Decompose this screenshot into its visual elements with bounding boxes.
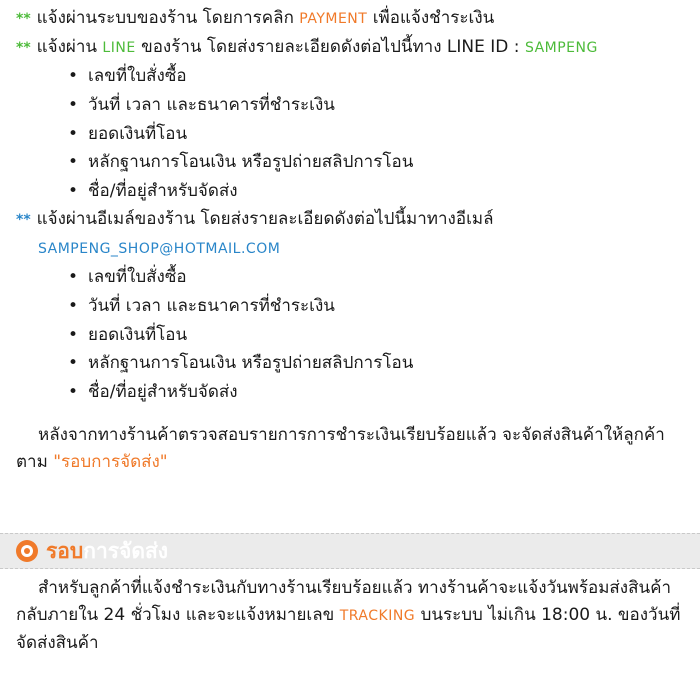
email-address[interactable]: SAMPENG_SHOP@HOTMAIL.COM <box>38 241 281 257</box>
delivery-round-link[interactable]: "รอบการจัดส่ง" <box>53 452 168 472</box>
email-details-list <box>68 263 413 407</box>
line-details-list <box>68 62 413 206</box>
payment-after-text: เพื่อแจ้งชำระเงิน <box>372 8 495 28</box>
list-item: • ชื่อ/ที่อยู่สำหรับจัดส่ง <box>68 177 413 206</box>
list-item: • วันที่ เวลา และธนาคารที่ชำระเงิน <box>68 292 413 321</box>
list-item: • ยอดเงินที่โอน <box>68 321 413 350</box>
line-text: แจ้งผ่าน <box>36 37 98 57</box>
line-instruction <box>16 36 598 59</box>
list-item: • เลขที่ใบสั่งซื้อ <box>68 62 413 91</box>
delivery-paragraph <box>16 575 688 657</box>
list-item: • ยอดเงินที่โอน <box>68 120 413 149</box>
list-item: • ชื่อ/ที่อยู่สำหรับจัดส่ง <box>68 378 413 407</box>
list-item: • วันที่ เวลา และธนาคารที่ชำระเงิน <box>68 91 413 120</box>
star-marker: ** <box>16 11 31 27</box>
list-item: • หลักฐานการโอนเงิน หรือรูปถ่ายสลิปการโอน <box>68 349 413 378</box>
list-item: • หลักฐานการโอนเงิน หรือรูปถ่ายสลิปการโอน <box>68 148 413 177</box>
after-payment-text: หลังจากทางร้านค้าตรวจสอบรายการการชำระเงินเรียบร้อยแล้ว จะจัดส่งสินค้าให้ลูกค้าตาม <box>16 425 665 472</box>
badge-icon <box>16 540 38 562</box>
star-marker: ** <box>16 212 31 228</box>
delivery-after-text: บนระบบ ไม่เกิน 18:00 น. ของวันที่จัดส่งสินค้า <box>16 605 681 653</box>
email-instruction <box>16 208 494 231</box>
payment-text: แจ้งผ่านระบบของร้าน โดยการคลิก <box>36 8 294 28</box>
line-label: LINE <box>102 40 136 56</box>
payment-link[interactable]: PAYMENT <box>299 11 368 27</box>
section-title <box>46 537 168 565</box>
section-title-rest: การจัดส่ง <box>83 539 169 563</box>
list-item: • เลขที่ใบสั่งซื้อ <box>68 263 413 292</box>
star-marker: ** <box>16 40 31 56</box>
tracking-label: TRACKING <box>339 608 416 624</box>
line-middle-text: ของร้าน โดยส่งรายละเอียดดังต่อไปนี้ทาง LINE ID : <box>141 37 520 57</box>
delivery-section-header <box>0 533 700 569</box>
after-payment-paragraph <box>16 422 688 476</box>
email-text: แจ้งผ่านอีเมล์ของร้าน โดยส่งรายละเอียดดังต่อไปนี้มาทางอีเมล์ <box>36 209 494 229</box>
payment-instruction <box>16 7 494 30</box>
line-id: SAMPENG <box>524 40 598 56</box>
section-title-highlight: รอบ <box>46 539 84 563</box>
delivery-text: สำหรับลูกค้าที่แจ้งชำระเงินกับทางร้านเรียบร้อยแล้ว ทางร้านค้าจะแจ้งวันพร้อมส่งสินค้ากลับภายใน 24 ชั่วโมง และจะแจ้งหมายเลข <box>16 578 672 625</box>
